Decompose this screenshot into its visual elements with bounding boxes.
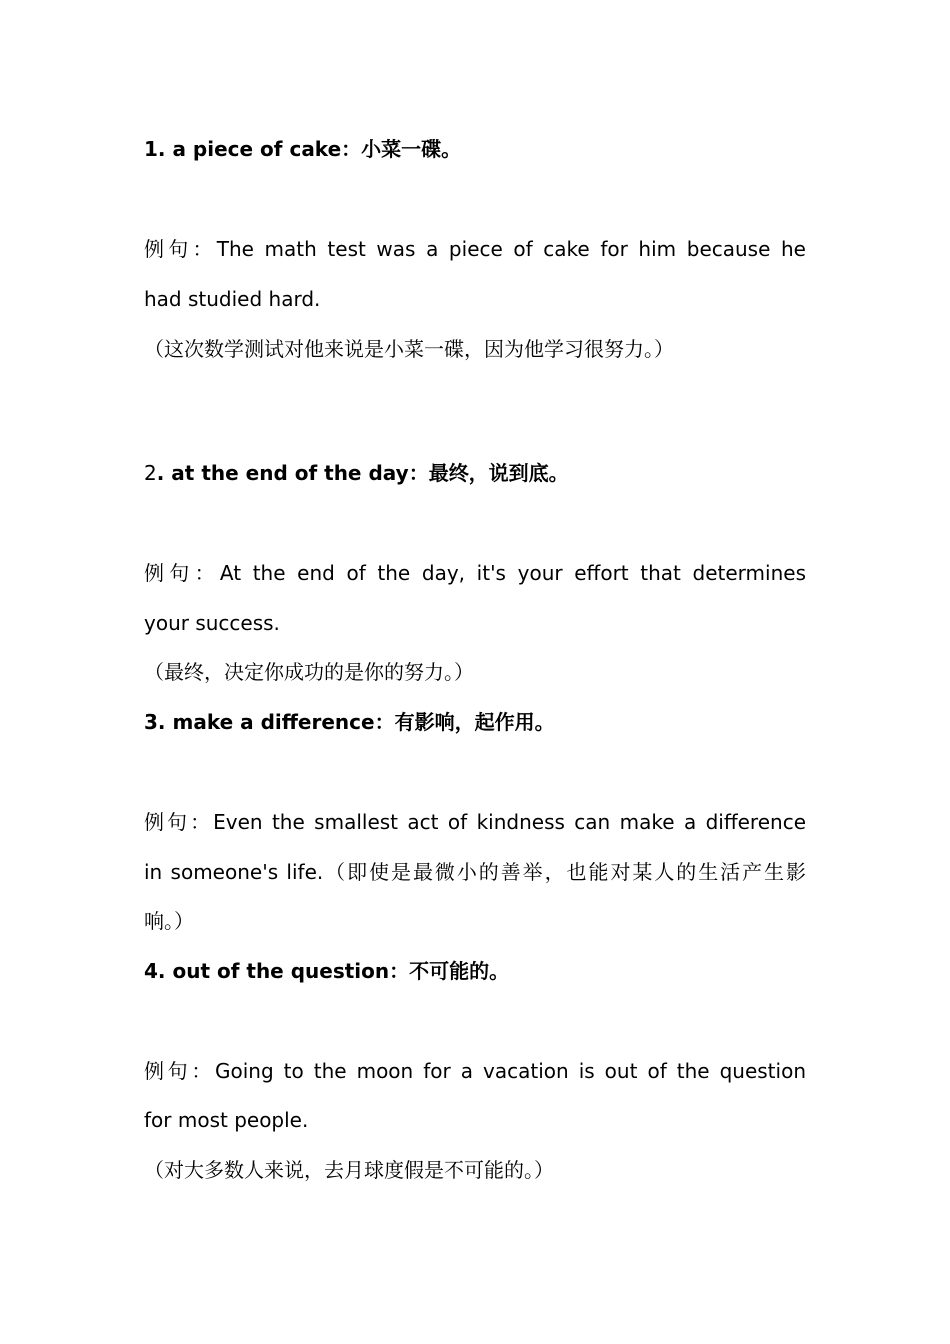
entry-1-example-line-1: 例句：The math test was a piece of cake for him because he	[144, 237, 806, 261]
entry-4-example-line-1: 例句：Going to the moon for a vacation is out of the question	[144, 1059, 806, 1083]
entry-4-translation: （对大多数人来说，去月球度假是不可能的。）	[144, 1158, 554, 1182]
entry-3-example-line-2: in someone's life.（即使是最微小的善举，也能对某人的生活产生影	[144, 860, 806, 884]
entry-1-translation: （这次数学测试对他来说是小菜一碟，因为他学习很努力。）	[144, 337, 674, 361]
entry-4-heading: 4. out of the question：不可能的。	[144, 959, 510, 983]
entry-1-heading: 1. a piece of cake：小菜一碟。	[144, 137, 462, 161]
entry-2-example-line-1: 例句：At the end of the day, it's your effort that determines	[144, 561, 806, 585]
entry-1-example-line-2: had studied hard.	[144, 287, 321, 311]
entry-2-translation: （最终，决定你成功的是你的努力。）	[144, 660, 474, 684]
entry-2-heading-text: . at the end of the day：最终，说到底。	[156, 461, 569, 485]
entry-3-example-line-3: 响。）	[144, 909, 194, 933]
entry-2-heading	[144, 459, 806, 487]
entry-3-example-line-1: 例句：Even the smallest act of kindness can make a difference	[144, 810, 806, 834]
entry-2-heading-number: 2	[144, 461, 157, 485]
entry-4-example-line-2: for most people.	[144, 1108, 309, 1132]
entry-2-example-line-2: your success.	[144, 611, 280, 635]
entry-3-heading: 3. make a difference：有影响，起作用。	[144, 710, 555, 734]
